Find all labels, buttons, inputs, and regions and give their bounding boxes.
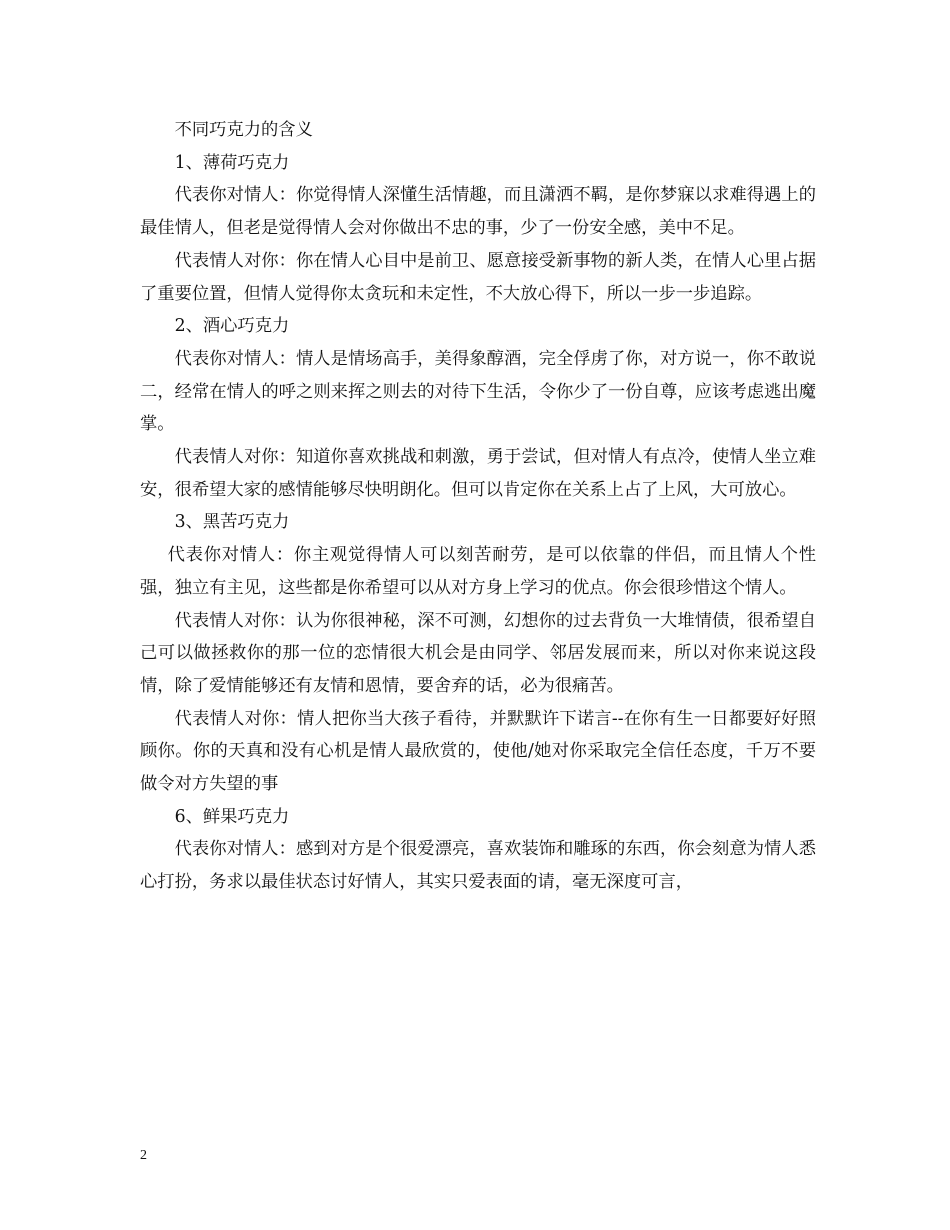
document-title: 不同巧克力的含义 [174,120,313,140]
section-heading-liqueur: 2、酒心巧克力 [174,316,290,337]
paragraph: 代表情人对你：知道你喜欢挑战和刺激，勇于尝试，但对情人有点冷，使情人坐立难安，很希望大家的感情能够尽快明朗化。但可以肯定你在关系上占了上风，大可放心。 [140,447,816,500]
document-body [140,114,816,899]
section-heading-dark: 3、黑苦巧克力 [174,512,290,533]
section-heading-mint: 1、薄荷巧克力 [174,152,290,173]
paragraph: 代表情人对你：情人把你当大孩子看待，并默默许下诺言--在你有生一日都要好好照顾你。你的天真和没有心机是情人最欣赏的，使他/她对你采取完全信任态度，千万不要做令对方失望的事 [140,708,816,795]
page-number: 2 [140,1148,147,1163]
paragraph: 代表情人对你：认为你很神秘，深不可测，幻想你的过去背负一大堆情债，很希望自己可以做拯救你的那一位的恋情很大机会是由同学、邻居发展而来，所以对你来说这段情，除了爱情能够还有友情和恩情，要舍弃的话，必为很痛苦。 [140,610,816,696]
paragraph: 代表你对情人：你觉得情人深懂生活情趣，而且潇洒不羁，是你梦寐以求难得遇上的最佳情人，但老是觉得情人会对你做出不忠的事，少了一份安全感，美中不足。 [140,185,816,239]
paragraph: 代表你对情人：你主观觉得情人可以刻苦耐劳，是可以依靠的伴侣，而且情人个性强，独立有主见，这些都是你希望可以从对方身上学习的优点。你会很珍惜这个情人。 [140,545,816,598]
paragraph: 代表你对情人：感到对方是个很爱漂亮，喜欢装饰和雕琢的东西，你会刻意为情人悉心打扮，务求以最佳状态讨好情人，其实只爱表面的请，毫无深度可言， [140,839,816,893]
paragraph: 代表情人对你：你在情人心目中是前卫、愿意接受新事物的新人类，在情人心里占据了重要位置，但情人觉得你太贪玩和未定性，不大放心得下，所以一步一步追踪。 [140,250,816,304]
paragraph: 代表你对情人：情人是情场高手，美得象醇酒，完全俘虏了你，对方说一，你不敢说二，经常在情人的呼之则来挥之则去的对待下生活，令你少了一份自尊，应该考虑逃出魔掌。 [140,348,816,435]
section-heading-fruit: 6、鲜果巧克力 [174,806,290,827]
